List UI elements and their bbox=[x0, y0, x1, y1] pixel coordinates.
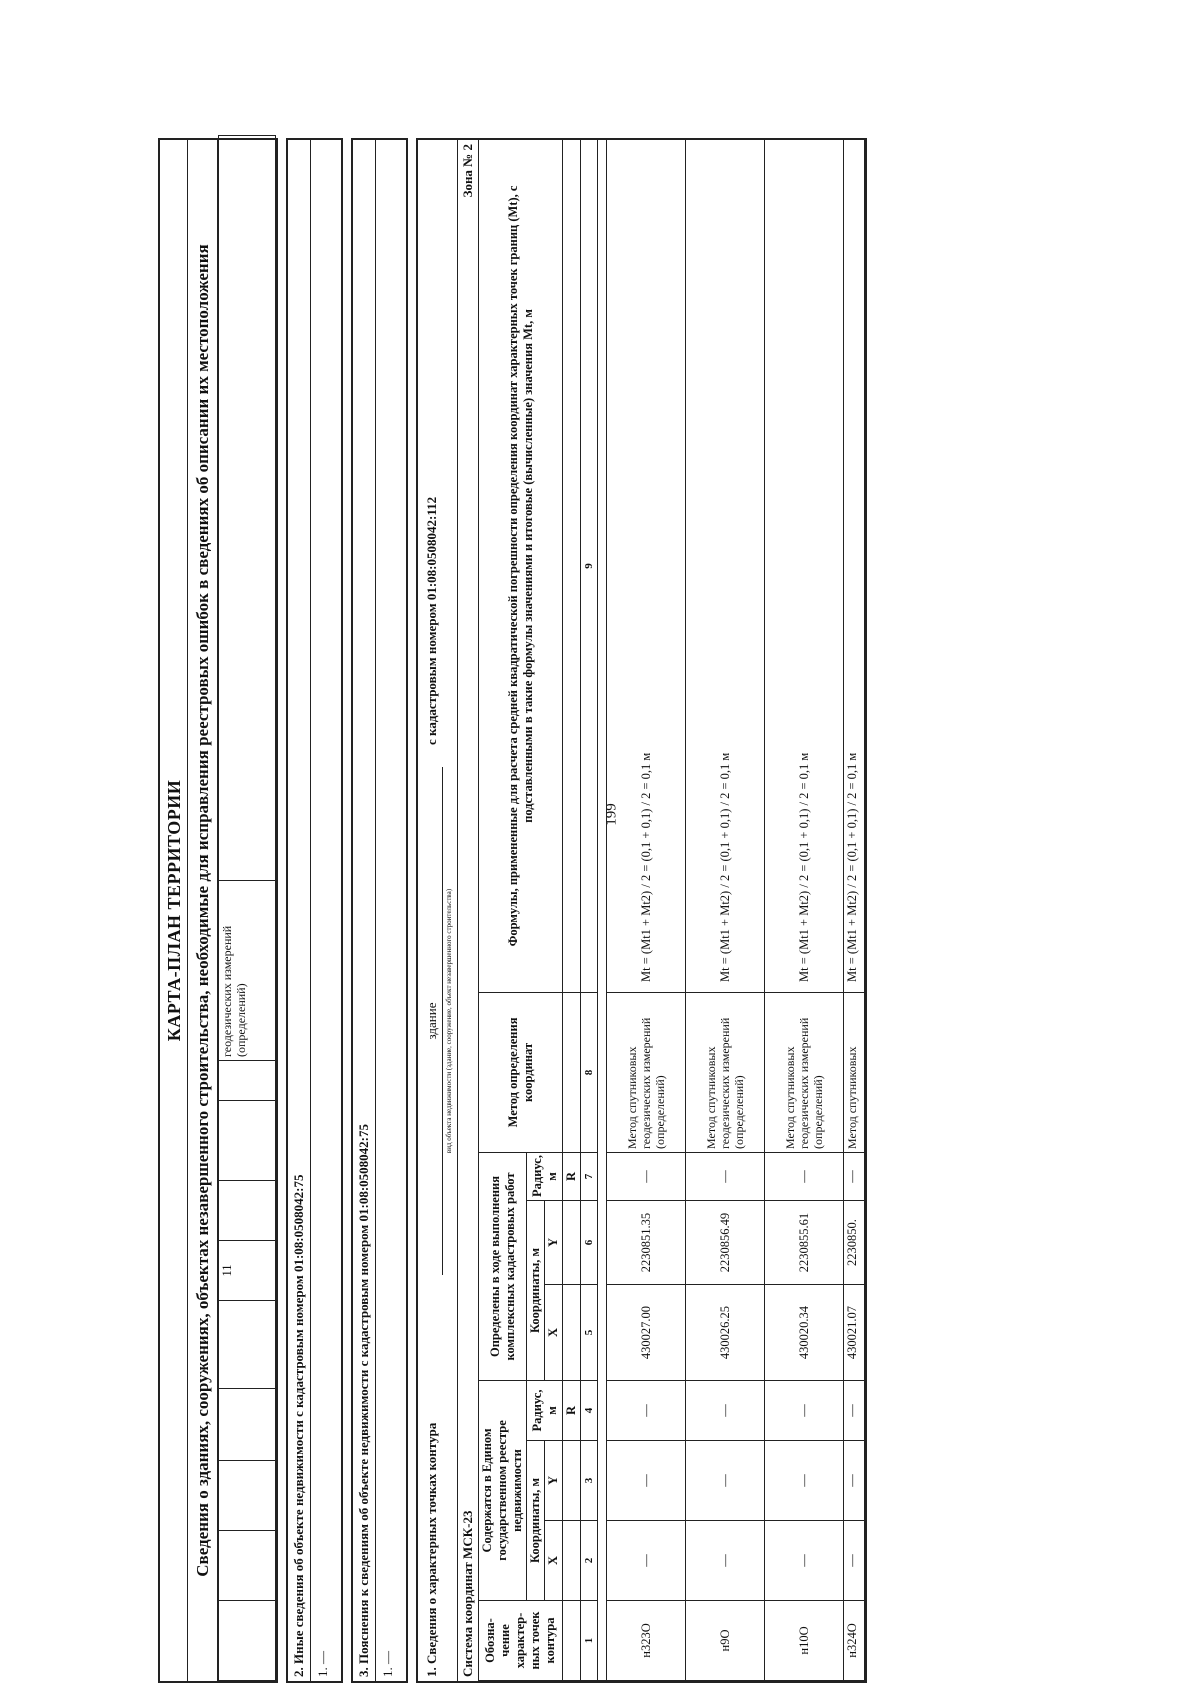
egrn-header: Содержатся в Едином государственном реестре недвижимости bbox=[479, 1381, 527, 1601]
col-num: 1 bbox=[581, 1601, 598, 1681]
formula: Mt = (Mt1 + Mt2) / 2 = (0,1 + 0,1) / 2 = 0,1 м bbox=[844, 139, 865, 992]
egrn-y: — bbox=[844, 1441, 865, 1521]
egrn-r-header: R bbox=[563, 1381, 581, 1441]
det-y: 2230851.35 bbox=[607, 1201, 686, 1285]
point-id: н10О bbox=[765, 1601, 844, 1681]
egrn-y: — bbox=[686, 1441, 765, 1521]
contour-cadastral-number: 01:08:0508042:112 bbox=[424, 496, 439, 601]
det-radius-header: Радиус, м bbox=[527, 1152, 563, 1200]
section-1-title: 1. Сведения о характерных точках контура bbox=[424, 1422, 439, 1677]
object-type: здание bbox=[424, 767, 443, 1275]
egrn-y: — bbox=[607, 1441, 686, 1521]
col-num: 8 bbox=[581, 992, 598, 1152]
det-x: 430021.07 bbox=[844, 1285, 865, 1381]
det-r-header: R bbox=[563, 1152, 581, 1200]
col11-label: 11 bbox=[219, 1241, 276, 1301]
point-id: н324О bbox=[844, 1601, 865, 1681]
egrn-r: — bbox=[765, 1381, 844, 1441]
coord-system-row bbox=[457, 140, 478, 1681]
contour-header bbox=[418, 140, 457, 1681]
r-row bbox=[563, 139, 581, 1680]
egrn-y-header: Y bbox=[545, 1441, 563, 1521]
column-numbers-row bbox=[581, 139, 598, 1680]
section-2 bbox=[286, 138, 343, 1683]
zone: Зона № 2 bbox=[460, 144, 475, 198]
egrn-r: — bbox=[844, 1381, 865, 1441]
det-y: 2230855.61 bbox=[765, 1201, 844, 1285]
point-id: н9О bbox=[686, 1601, 765, 1681]
formula: Mt = (Mt1 + Mt2) / 2 = (0,1 + 0,1) / 2 = 0,1 м bbox=[607, 139, 686, 992]
col-num: 5 bbox=[581, 1285, 598, 1381]
continued-row bbox=[219, 136, 276, 1681]
section-3 bbox=[351, 138, 408, 1683]
egrn-x: — bbox=[607, 1521, 686, 1601]
formula: Mt = (Mt1 + Mt2) / 2 = (0,1 + 0,1) / 2 = 0,1 м bbox=[686, 139, 765, 992]
formula: Mt = (Mt1 + Mt2) / 2 = (0,1 + 0,1) / 2 = 0,1 м bbox=[765, 139, 844, 992]
det-x-header: X bbox=[545, 1285, 563, 1381]
coord-system: Система координат МСК-23 bbox=[460, 1510, 475, 1677]
egrn-coords-header: Координаты, м bbox=[527, 1441, 545, 1601]
method: Метод спутниковых bbox=[844, 992, 865, 1152]
col-num: 3 bbox=[581, 1441, 598, 1521]
egrn-x-header: X bbox=[545, 1521, 563, 1601]
col-num: 4 bbox=[581, 1381, 598, 1441]
section-2-cadastral: 01:08:0508042:75 bbox=[291, 1174, 306, 1273]
points-table bbox=[478, 139, 865, 1681]
egrn-r: — bbox=[607, 1381, 686, 1441]
header-row-1 bbox=[479, 139, 527, 1680]
point-id: н323О bbox=[607, 1601, 686, 1681]
page-subtitle: Сведения о зданиях, сооружениях, объектах незавершенного строительства, необходимые для исправления реестровых ошибок в сведениях об описании их местоположения bbox=[188, 140, 218, 1681]
det-r: — bbox=[686, 1152, 765, 1200]
det-x: 430027.00 bbox=[607, 1285, 686, 1381]
object-type-hint: вид объекта недвижимости (здание, сооружение, объект незавершенного строительства) bbox=[445, 888, 453, 1154]
egrn-x: — bbox=[765, 1521, 844, 1601]
det-r: — bbox=[765, 1152, 844, 1200]
det-r: — bbox=[607, 1152, 686, 1200]
section-1 bbox=[416, 138, 867, 1683]
method: Метод спутниковых геодезических измерений (определений) bbox=[765, 992, 844, 1152]
section-3-title: 3. Пояснения к сведениям об объекте недвижимости с кадастровым номером 01:08:0508042:75 bbox=[356, 1124, 371, 1677]
det-y: 2230850. bbox=[844, 1201, 865, 1285]
egrn-r: — bbox=[686, 1381, 765, 1441]
method: Метод спутниковых геодезических измерений (определений) bbox=[607, 992, 686, 1152]
header-block bbox=[158, 138, 278, 1683]
col-num: 7 bbox=[581, 1152, 598, 1200]
document-sheet bbox=[158, 138, 1066, 1683]
table-row bbox=[607, 139, 686, 1680]
egrn-x: — bbox=[686, 1521, 765, 1601]
table-row bbox=[844, 139, 865, 1680]
col-num: 2 bbox=[581, 1521, 598, 1601]
det-y: 2230856.49 bbox=[686, 1201, 765, 1285]
egrn-x: — bbox=[844, 1521, 865, 1601]
col-num: 9 bbox=[581, 139, 598, 992]
page-number: 199 bbox=[603, 803, 620, 826]
egrn-radius-header: Радиус, м bbox=[527, 1381, 563, 1441]
table-row bbox=[765, 139, 844, 1680]
method: Метод спутниковых геодезических измерений (определений) bbox=[686, 992, 765, 1152]
section-2-line: 1. — bbox=[310, 140, 341, 1681]
method-header: Метод определения координат bbox=[479, 992, 563, 1152]
det-x: 430020.34 bbox=[765, 1285, 844, 1381]
designation-header: Обозна-чение характер-ных точек контура bbox=[479, 1601, 563, 1681]
page-title: КАРТА-ПЛАН ТЕРРИТОРИИ bbox=[160, 140, 188, 1681]
egrn-y: — bbox=[765, 1441, 844, 1521]
determined-header: Определены в ходе выполнения комплексных кадастровых работ bbox=[479, 1152, 527, 1380]
det-y-header: Y bbox=[545, 1201, 563, 1285]
table-row bbox=[686, 139, 765, 1680]
contour-cadastral: с кадастровым номером 01:08:0508042:112 bbox=[424, 496, 439, 745]
det-x: 430026.25 bbox=[686, 1285, 765, 1381]
section-2-title: 2. Иные сведения об объекте недвижимости с кадастровым номером 01:08:0508042:75 bbox=[291, 1174, 306, 1677]
method-continued: геодезических измерений (определений) bbox=[219, 881, 276, 1061]
section-3-line: 1. — bbox=[375, 140, 406, 1681]
continued-table bbox=[218, 135, 276, 1681]
col-num: 6 bbox=[581, 1201, 598, 1285]
det-coords-header: Координаты, м bbox=[527, 1201, 545, 1381]
formulas-header: Формулы, примененные для расчета средней квадратической погрешности определения координат характерных точек границ (Mt), с подставленными в такие формулы значениями и итоговые (вычисленные) значения Mt, м bbox=[479, 139, 563, 992]
object-type-field bbox=[424, 767, 453, 1275]
det-r: — bbox=[844, 1152, 865, 1200]
section-3-cadastral: 01:08:0508042:75 bbox=[356, 1124, 371, 1222]
